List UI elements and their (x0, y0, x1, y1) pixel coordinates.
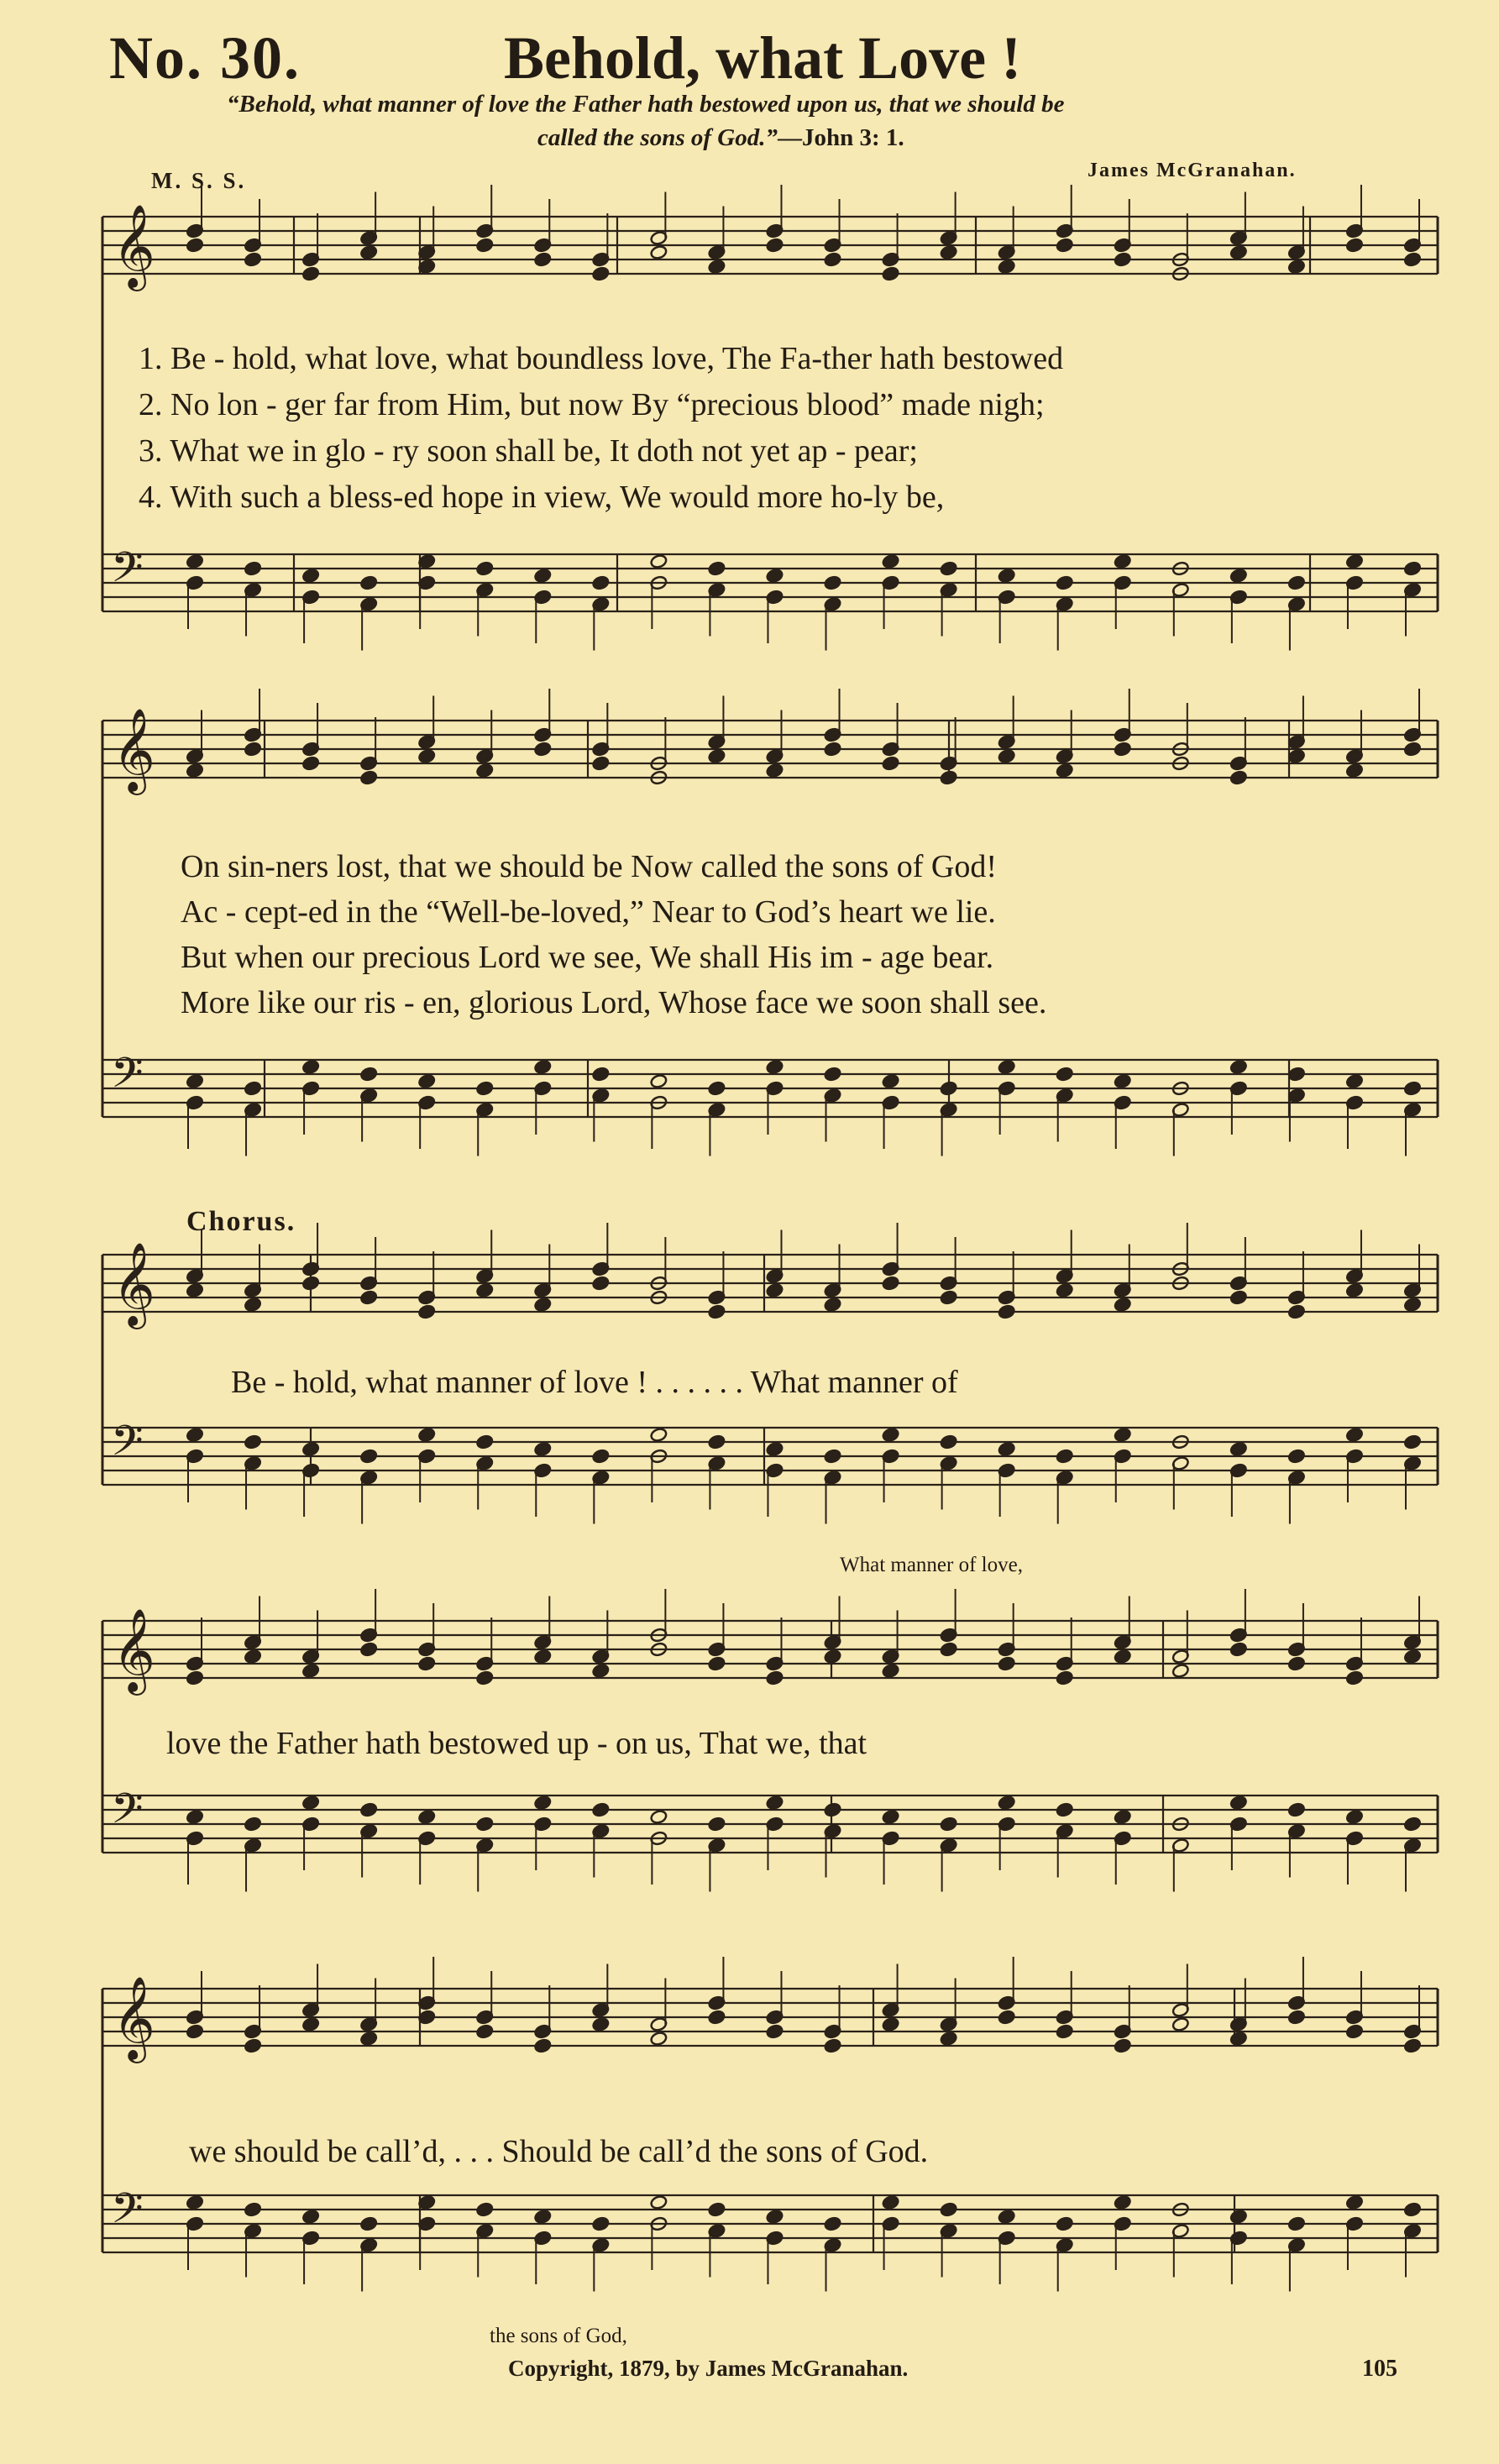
note-head (650, 2194, 668, 2210)
note-head (1056, 763, 1073, 778)
note-head (301, 266, 319, 281)
note-head (186, 1809, 203, 1824)
note-head (708, 561, 726, 576)
note-head (650, 1809, 668, 1824)
verse-line-8: More like our ris - en, glorious Lord, Whose face we soon shall see. (181, 985, 1047, 1020)
note-head (998, 2010, 1015, 2025)
note-head (940, 1642, 957, 1657)
note-head (1403, 1434, 1421, 1450)
treble-clef-icon: 𝄞 (113, 1976, 155, 2060)
note-head (534, 1649, 552, 1664)
note-head (708, 2010, 726, 2025)
note-head (1403, 1297, 1421, 1312)
note-head (824, 2216, 841, 2231)
note-head (592, 1449, 610, 1464)
note-head (359, 1802, 377, 1817)
note-head (534, 742, 552, 757)
note-head (882, 2016, 899, 2031)
note-head (1287, 1449, 1305, 1464)
note-head (418, 748, 436, 763)
note-head (418, 1809, 436, 1824)
note-head (1229, 2209, 1247, 2224)
note-head (592, 2216, 610, 2231)
note-head (244, 742, 261, 757)
note-head (766, 2024, 784, 2039)
note-head (998, 568, 1015, 583)
note-head (1056, 238, 1073, 253)
note-head (766, 238, 784, 253)
note-head (998, 748, 1015, 763)
note-head (940, 1081, 957, 1096)
note-head (708, 2202, 726, 2217)
note-head (1229, 568, 1247, 583)
note-head (766, 763, 784, 778)
note-head (1114, 742, 1131, 757)
note-head (766, 1059, 784, 1074)
note-head (592, 1802, 610, 1817)
note-head (244, 2202, 261, 2217)
note-head (882, 1427, 899, 1442)
treble-clef-icon: 𝄞 (113, 1242, 155, 1326)
note-head (244, 1081, 261, 1096)
note-head (476, 238, 494, 253)
note-head (650, 2031, 668, 2046)
treble-clef-icon: 𝄞 (113, 204, 155, 288)
note-head (766, 1282, 784, 1298)
note-head (1345, 2194, 1363, 2210)
treble-clef-icon: 𝄞 (113, 708, 155, 792)
note-head (301, 1276, 319, 1291)
note-head (1114, 252, 1131, 267)
note-head (359, 1067, 377, 1082)
note-head (359, 2216, 377, 2231)
note-head (998, 2209, 1015, 2224)
note-head (418, 1427, 436, 1442)
hymn-number: No. 30. (109, 24, 301, 92)
note-head (1345, 1282, 1363, 1298)
chorus-line-2: love the Father hath bestowed up - on us, That we, that (166, 1726, 867, 1761)
note-head (1171, 1663, 1189, 1678)
note-head (708, 1434, 726, 1450)
note-head (186, 238, 203, 253)
note-head (882, 1073, 899, 1088)
note-head (824, 1067, 841, 1082)
epigraph-quote: called the sons of God.” (537, 124, 778, 151)
note-head (592, 2016, 610, 2031)
note-head (186, 2194, 203, 2210)
verse-line-2: 2. No lon - ger far from Him, but now By “precious blood” made nigh; (139, 387, 1045, 422)
note-head (301, 2209, 319, 2224)
copyright-notice: Copyright, 1879, by James McGranahan. (508, 2356, 909, 2381)
note-head (418, 1304, 436, 1319)
bass-clef-icon: 𝄢 (111, 543, 144, 602)
note-head (1114, 553, 1131, 569)
note-head (301, 1441, 319, 1456)
note-head (1056, 1067, 1073, 1082)
note-head (940, 2031, 957, 2046)
note-head (1287, 259, 1305, 274)
note-head (359, 575, 377, 590)
verse-line-5: On sin-ners lost, that we should be Now called the sons of God! (181, 849, 998, 884)
note-head (1114, 2038, 1131, 2053)
note-head (418, 1073, 436, 1088)
note-head (1287, 1802, 1305, 1817)
note-head (824, 742, 841, 757)
note-head (882, 756, 899, 771)
note-head (1345, 1809, 1363, 1824)
note-head (1403, 1817, 1421, 1832)
note-head (766, 1795, 784, 1810)
note-head (592, 1067, 610, 1082)
verse-line-6: Ac - cept-ed in the “Well-be-loved,” Near to God’s heart we lie. (181, 894, 996, 930)
note-head (1403, 742, 1421, 757)
note-head (1114, 2194, 1131, 2210)
note-head (1287, 2216, 1305, 2231)
note-head (186, 1073, 203, 1088)
note-head (301, 1663, 319, 1678)
note-head (940, 561, 957, 576)
note-head (1403, 2202, 1421, 2217)
note-head (766, 2209, 784, 2224)
note-head (418, 1656, 436, 1671)
note-head (940, 770, 957, 785)
page-number: 105 (1362, 2356, 1397, 2382)
note-head (998, 259, 1015, 274)
note-head (940, 1817, 957, 1832)
note-head (1114, 1427, 1131, 1442)
note-head (1114, 1809, 1131, 1824)
note-head (244, 1434, 261, 1450)
chorus-line-3: we should be call’d, . . . Should be call’d the sons of God. (189, 2134, 929, 2169)
note-head (1287, 748, 1305, 763)
note-head (476, 2024, 494, 2039)
note-head (534, 252, 552, 267)
note-head (186, 1282, 203, 1298)
note-head (186, 1427, 203, 1442)
note-head (534, 1059, 552, 1074)
note-head (534, 1795, 552, 1810)
note-head (359, 770, 377, 785)
note-head (1229, 1795, 1247, 1810)
note-head (882, 266, 899, 281)
note-head (1345, 1670, 1363, 1685)
bass-clef-icon: 𝄢 (111, 1049, 144, 1108)
note-head (1056, 1670, 1073, 1685)
note-head (998, 1441, 1015, 1456)
treble-clef-icon: 𝄞 (113, 1608, 155, 1692)
note-head (708, 1656, 726, 1671)
note-head (592, 756, 610, 771)
note-head (824, 1802, 841, 1817)
note-head (592, 575, 610, 590)
note-head (476, 1081, 494, 1096)
note-head (1114, 1297, 1131, 1312)
note-head (1345, 2024, 1363, 2039)
note-head (766, 1670, 784, 1685)
note-head (766, 1441, 784, 1456)
note-head (766, 568, 784, 583)
note-head (244, 1817, 261, 1832)
note-head (476, 2202, 494, 2217)
note-head (186, 2024, 203, 2039)
note-head (940, 2202, 957, 2217)
note-head (1056, 2216, 1073, 2231)
bass-clef-icon: 𝄢 (111, 1785, 144, 1843)
note-head (476, 1282, 494, 1298)
epigraph-line-1: “Behold, what manner of love the Father hath bestowed upon us, that we should be (227, 91, 1065, 118)
author-credit: M. S. S. (151, 168, 247, 193)
note-head (301, 568, 319, 583)
note-head (301, 756, 319, 771)
verse-line-7: But when our precious Lord we see, We shall His im - age bear. (181, 940, 994, 975)
note-head (359, 2031, 377, 2046)
note-head (1345, 1427, 1363, 1442)
note-head (1056, 1282, 1073, 1298)
note-head (650, 1427, 668, 1442)
note-head (1229, 770, 1247, 785)
note-head (1403, 252, 1421, 267)
note-head (824, 1297, 841, 1312)
note-head (534, 1297, 552, 1312)
verse-line-3: 3. What we in glo - ry soon shall be, It doth not yet ap - pear; (139, 433, 918, 469)
note-head (650, 553, 668, 569)
note-head (708, 748, 726, 763)
note-head (650, 244, 668, 260)
note-head (534, 1441, 552, 1456)
epigraph-reference: —John 3: 1. (777, 124, 904, 151)
note-head (301, 1059, 319, 1074)
note-head (1229, 1290, 1247, 1305)
note-head (1229, 1059, 1247, 1074)
note-head (708, 1817, 726, 1832)
note-head (476, 561, 494, 576)
note-head (1403, 1081, 1421, 1096)
verse-line-4: 4. With such a bless-ed hope in view, We would more ho-ly be, (139, 480, 945, 515)
note-head (1287, 1656, 1305, 1671)
note-head (1403, 2038, 1421, 2053)
note-head (244, 561, 261, 576)
note-head (998, 1304, 1015, 1319)
note-head (1056, 1802, 1073, 1817)
note-head (592, 1663, 610, 1678)
note-head (301, 2016, 319, 2031)
note-head (708, 1081, 726, 1096)
hymn-title: Behold, what Love ! (504, 24, 1022, 92)
note-head (359, 1449, 377, 1464)
note-head (1114, 1073, 1131, 1088)
note-head (1345, 1073, 1363, 1088)
note-head (1229, 244, 1247, 260)
bass-clef-icon: 𝄢 (111, 2184, 144, 2243)
note-head (882, 1276, 899, 1291)
note-head (882, 2194, 899, 2210)
note-head (244, 1297, 261, 1312)
note-head (708, 259, 726, 274)
note-head (650, 1073, 668, 1088)
note-head (882, 553, 899, 569)
note-head (1345, 238, 1363, 253)
note-head (708, 1304, 726, 1319)
note-head (882, 1663, 899, 1678)
note-head (940, 244, 957, 260)
note-head (244, 252, 261, 267)
note-head (1287, 1304, 1305, 1319)
note-head (476, 1817, 494, 1832)
bass-annotation-2: the sons of God, (490, 2325, 627, 2347)
note-head (1287, 2010, 1305, 2025)
note-head (186, 553, 203, 569)
note-head (1171, 2016, 1189, 2031)
note-head (244, 2038, 261, 2053)
note-head (940, 1434, 957, 1450)
note-head (1403, 1649, 1421, 1664)
note-head (476, 1434, 494, 1450)
note-head (1229, 2031, 1247, 2046)
note-head (1114, 1649, 1131, 1664)
note-head (882, 1809, 899, 1824)
chorus-label: Chorus. (186, 1206, 296, 1237)
note-head (824, 1649, 841, 1664)
note-head (998, 1656, 1015, 1671)
note-head (476, 763, 494, 778)
bass-annotation-1: What manner of love, (840, 1554, 1023, 1576)
note-head (824, 1449, 841, 1464)
note-head (244, 1649, 261, 1664)
note-head (824, 2038, 841, 2053)
note-head (186, 1670, 203, 1685)
note-head (359, 244, 377, 260)
note-head (534, 2038, 552, 2053)
note-head (824, 252, 841, 267)
note-head (940, 1290, 957, 1305)
note-head (1345, 553, 1363, 569)
note-head (301, 1795, 319, 1810)
composer-credit: James McGranahan. (1088, 160, 1297, 181)
note-head (998, 1795, 1015, 1810)
note-head (534, 2209, 552, 2224)
note-head (592, 266, 610, 281)
note-head (1229, 1441, 1247, 1456)
note-head (1056, 1449, 1073, 1464)
note-head (1287, 575, 1305, 590)
note-head (1287, 1067, 1305, 1082)
note-head (534, 568, 552, 583)
note-head (186, 763, 203, 778)
note-head (592, 1276, 610, 1291)
note-head (1403, 561, 1421, 576)
chorus-line-1: Be - hold, what manner of love ! . . . . . . What manner of (231, 1365, 958, 1400)
note-head (1056, 2024, 1073, 2039)
bass-clef-icon: 𝄢 (111, 1417, 144, 1476)
note-head (1056, 575, 1073, 590)
note-head (359, 1642, 377, 1657)
note-head (359, 1290, 377, 1305)
note-head (476, 1670, 494, 1685)
note-head (824, 575, 841, 590)
note-head (1345, 763, 1363, 778)
verse-line-1: 1. Be - hold, what love, what boundless love, The Fa-ther hath bestowed (139, 341, 1064, 376)
note-head (998, 1059, 1015, 1074)
note-head (1229, 1642, 1247, 1657)
